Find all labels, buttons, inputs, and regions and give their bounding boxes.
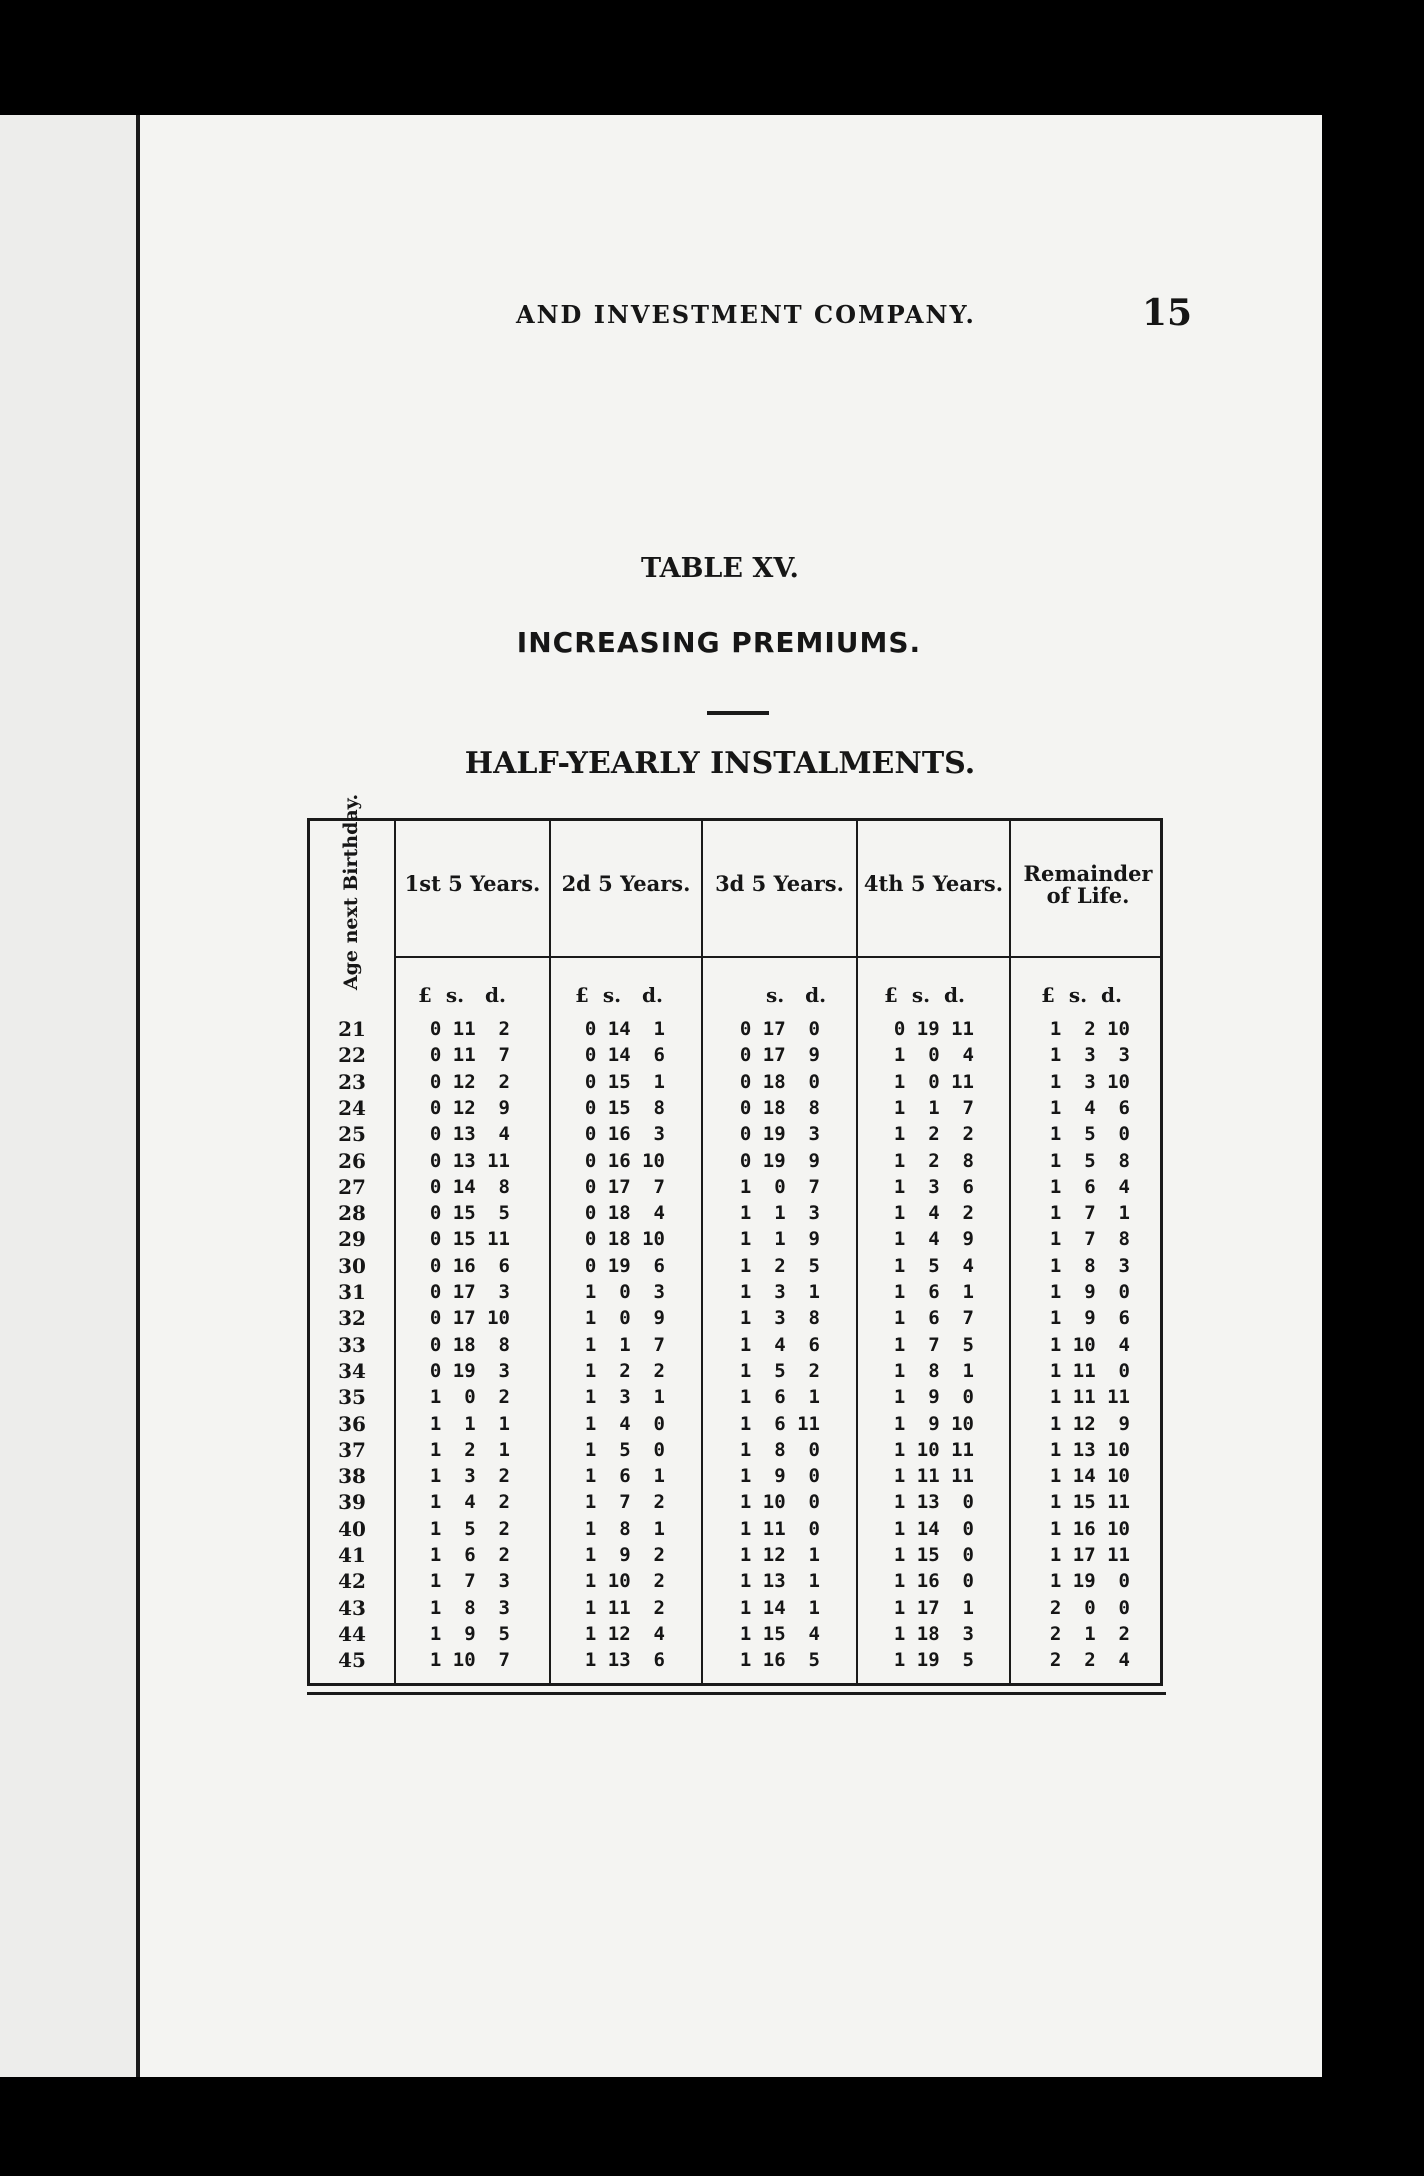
age-column-header xyxy=(316,793,386,991)
age-cell: 38 xyxy=(338,1464,366,1489)
facing-page-edge xyxy=(0,115,136,2077)
premium-cell: 0 19 3 xyxy=(429,1359,510,1382)
page-fold xyxy=(136,115,140,2077)
units-2d-5-years: £ s. d. xyxy=(575,983,663,1007)
table-row xyxy=(310,1648,1160,1673)
premium-cell: 2 2 4 xyxy=(1049,1649,1130,1672)
age-cell: 41 xyxy=(338,1543,366,1567)
age-cell: 45 xyxy=(338,1648,366,1673)
premium-cell: 1 9 10 xyxy=(893,1412,974,1435)
premium-cell: 0 14 8 xyxy=(429,1175,510,1198)
premium-cell: 1 17 11 xyxy=(1049,1544,1130,1566)
age-column-header-label: Age next Birthday. xyxy=(340,793,362,991)
premium-cell: 1 5 4 xyxy=(893,1254,974,1277)
premium-cell: 0 16 10 xyxy=(584,1149,665,1172)
premium-cell: 1 18 3 xyxy=(893,1622,974,1645)
age-cell: 27 xyxy=(338,1174,366,1199)
premium-cell: 1 9 0 xyxy=(893,1386,974,1409)
age-cell: 23 xyxy=(338,1069,366,1094)
premium-cell: 1 6 7 xyxy=(893,1307,974,1330)
premium-cell: 1 15 0 xyxy=(893,1544,974,1566)
premium-cell: 1 5 0 xyxy=(1049,1123,1130,1146)
premium-cell: 1 6 4 xyxy=(1049,1175,1130,1198)
premium-cell: 1 0 4 xyxy=(893,1044,974,1067)
premium-cell: 1 5 0 xyxy=(584,1438,665,1461)
premium-cell: 1 13 6 xyxy=(584,1649,665,1672)
table-row xyxy=(310,1149,1160,1174)
age-cell: 33 xyxy=(338,1332,366,1357)
premium-cell: 1 3 2 xyxy=(429,1465,510,1488)
table-row xyxy=(310,1385,1160,1410)
premium-cell: 1 9 5 xyxy=(429,1622,510,1645)
premium-table xyxy=(307,793,1163,1686)
premium-cell: 1 15 11 xyxy=(1049,1491,1130,1514)
premium-cell: 1 6 1 xyxy=(584,1465,665,1488)
premium-cell: 1 7 1 xyxy=(1049,1202,1130,1225)
premium-cell: 1 11 11 xyxy=(1049,1386,1130,1409)
age-cell: 36 xyxy=(338,1411,366,1436)
age-cell: 40 xyxy=(338,1516,366,1541)
premium-cell: 0 18 10 xyxy=(584,1228,665,1251)
premium-cell: 0 15 11 xyxy=(429,1228,510,1251)
table-row xyxy=(310,1227,1160,1252)
premium-cell: 0 11 7 xyxy=(429,1044,510,1067)
table-row xyxy=(310,1359,1160,1384)
premium-cell: 0 14 1 xyxy=(584,1018,665,1040)
premium-cell: 1 8 3 xyxy=(429,1596,510,1619)
premium-cell: 1 7 5 xyxy=(893,1333,974,1356)
premium-cell: 0 17 9 xyxy=(739,1044,820,1067)
premium-cell: 1 13 10 xyxy=(1049,1438,1130,1461)
premium-cell: 1 11 11 xyxy=(893,1465,974,1488)
premium-cell: 1 12 4 xyxy=(584,1622,665,1645)
premium-cell: 0 15 8 xyxy=(584,1096,665,1119)
table-row xyxy=(310,1043,1160,1068)
premium-cell: 0 19 11 xyxy=(893,1018,974,1040)
premium-cell: 1 1 7 xyxy=(584,1333,665,1356)
table-label: TABLE XV. xyxy=(641,553,799,584)
premium-cell: 1 9 0 xyxy=(739,1465,820,1488)
premium-cell: 1 0 3 xyxy=(584,1281,665,1303)
premium-cell: 0 16 6 xyxy=(429,1254,510,1277)
premium-cell: 1 16 10 xyxy=(1049,1517,1130,1540)
premium-cell: 1 2 8 xyxy=(893,1149,974,1172)
age-cell: 31 xyxy=(338,1280,366,1304)
table-row xyxy=(310,1175,1160,1200)
premium-cell: 1 0 7 xyxy=(739,1175,820,1198)
premium-cell: 1 7 3 xyxy=(429,1570,510,1593)
premium-cell: 0 13 11 xyxy=(429,1149,510,1172)
premium-cell: 1 3 1 xyxy=(739,1281,820,1303)
age-cell: 44 xyxy=(338,1621,366,1646)
premium-cell: 1 3 1 xyxy=(584,1386,665,1409)
premium-cell: 0 19 3 xyxy=(739,1123,820,1146)
age-cell: 32 xyxy=(338,1306,366,1331)
table-row xyxy=(310,1201,1160,1226)
premium-cell: 1 4 2 xyxy=(429,1491,510,1514)
age-cell: 29 xyxy=(338,1227,366,1252)
running-title: AND INVESTMENT COMPANY. xyxy=(516,300,976,329)
table-row xyxy=(310,1464,1160,1489)
column-header-4th-5-years: 4th 5 Years. xyxy=(863,871,1004,896)
age-cell: 43 xyxy=(338,1595,366,1620)
premium-cell: 1 4 6 xyxy=(1049,1096,1130,1119)
premium-cell: 0 15 5 xyxy=(429,1202,510,1225)
premium-cell: 1 2 2 xyxy=(584,1359,665,1382)
premium-cell: 0 19 9 xyxy=(739,1149,820,1172)
premium-cell: 1 10 4 xyxy=(1049,1333,1130,1356)
premium-cell: 0 14 6 xyxy=(584,1044,665,1067)
premium-cell: 0 18 8 xyxy=(739,1096,820,1119)
units-4th-5-years: £ s. d. xyxy=(884,983,965,1007)
premium-cell: 1 7 2 xyxy=(584,1491,665,1514)
premium-cell: 0 19 6 xyxy=(584,1254,665,1277)
premium-cell: 1 16 5 xyxy=(739,1649,820,1672)
table-row xyxy=(310,1070,1160,1095)
units-1st-5-years: £ s. d. xyxy=(418,983,506,1007)
premium-cell: 1 14 10 xyxy=(1049,1465,1130,1488)
table-row xyxy=(310,1306,1160,1331)
premium-cell: 0 12 2 xyxy=(429,1070,510,1093)
premium-cell: 1 3 8 xyxy=(739,1307,820,1330)
table-row xyxy=(310,1333,1160,1358)
premium-cell: 1 14 0 xyxy=(893,1517,974,1540)
premium-cell: 1 9 2 xyxy=(584,1544,665,1566)
table-row xyxy=(310,1517,1160,1542)
premium-cell: 1 5 8 xyxy=(1049,1149,1130,1172)
premium-cell: 1 5 2 xyxy=(429,1517,510,1540)
premium-cell: 1 19 5 xyxy=(893,1649,974,1672)
column-header-3d-5-years: 3d 5 Years. xyxy=(715,871,844,896)
premium-cell: 1 6 2 xyxy=(429,1544,510,1566)
premium-cell: 1 8 0 xyxy=(739,1438,820,1461)
premium-cell: 1 13 1 xyxy=(739,1570,820,1593)
age-cell: 34 xyxy=(338,1358,366,1383)
premium-cell: 1 1 3 xyxy=(739,1202,820,1225)
page-number: 15 xyxy=(1142,292,1193,334)
premium-cell: 1 19 0 xyxy=(1049,1570,1130,1593)
header-rule xyxy=(394,956,1160,958)
table-row xyxy=(310,1254,1160,1279)
units-3d-5-years: s. d. xyxy=(766,983,827,1007)
premium-cell: 1 6 11 xyxy=(739,1412,820,1435)
age-cell: 21 xyxy=(338,1017,366,1041)
premium-cell: 1 8 1 xyxy=(584,1517,665,1540)
premium-cell: 1 4 6 xyxy=(739,1333,820,1356)
premium-cell: 1 3 6 xyxy=(893,1175,974,1198)
table-row xyxy=(310,1122,1160,1147)
premium-cell: 0 17 0 xyxy=(739,1018,820,1040)
table-row xyxy=(310,1569,1160,1594)
premium-cell: 1 11 0 xyxy=(1049,1359,1130,1382)
premium-cell: 1 12 1 xyxy=(739,1544,820,1566)
premium-cell: 1 10 0 xyxy=(739,1491,820,1514)
premium-cell: 1 9 0 xyxy=(1049,1281,1130,1303)
age-cell: 35 xyxy=(338,1385,366,1410)
premium-cell: 0 18 4 xyxy=(584,1202,665,1225)
premium-cell: 1 1 9 xyxy=(739,1228,820,1251)
premium-cell: 1 11 0 xyxy=(739,1517,820,1540)
premium-cell: 2 0 0 xyxy=(1049,1596,1130,1619)
table-row xyxy=(310,1543,1160,1568)
premium-cell: 1 0 11 xyxy=(893,1070,974,1093)
table-subtitle: INCREASING PREMIUMS. xyxy=(516,626,922,659)
premium-cell: 0 16 3 xyxy=(584,1123,665,1146)
premium-cell: 0 15 1 xyxy=(584,1070,665,1093)
premium-cell: 0 11 2 xyxy=(429,1018,510,1040)
premium-cell: 1 4 0 xyxy=(584,1412,665,1435)
age-cell: 37 xyxy=(338,1437,366,1462)
age-cell: 26 xyxy=(338,1148,366,1173)
premium-cell: 1 7 8 xyxy=(1049,1228,1130,1251)
column-header-remainder-of-life: Remainder of Life. xyxy=(1023,861,1153,908)
premium-cell: 1 17 1 xyxy=(893,1596,974,1619)
premium-cell: 1 4 9 xyxy=(893,1228,974,1251)
premium-cell: 1 10 11 xyxy=(893,1438,974,1461)
premium-cell: 1 12 9 xyxy=(1049,1412,1130,1435)
age-cell: 39 xyxy=(338,1490,366,1515)
premium-cell: 0 13 4 xyxy=(429,1123,510,1146)
premium-cell: 1 10 7 xyxy=(429,1649,510,1672)
premium-cell: 1 6 1 xyxy=(739,1386,820,1409)
table-row xyxy=(310,1438,1160,1463)
premium-cell: 0 12 9 xyxy=(429,1096,510,1119)
age-cell: 30 xyxy=(338,1253,366,1278)
age-cell: 42 xyxy=(338,1569,366,1594)
premium-cell: 0 17 3 xyxy=(429,1281,510,1303)
premium-cell: 1 10 2 xyxy=(584,1570,665,1593)
premium-cell: 1 1 7 xyxy=(893,1096,974,1119)
premium-cell: 1 2 5 xyxy=(739,1254,820,1277)
premium-cell: 1 8 1 xyxy=(893,1359,974,1382)
premium-cell: 0 17 10 xyxy=(429,1307,510,1330)
section-title: HALF-YEARLY INSTALMENTS. xyxy=(464,746,976,781)
column-header-2d-5-years: 2d 5 Years. xyxy=(561,871,691,896)
premium-cell: 1 11 2 xyxy=(584,1596,665,1619)
premium-cell: 1 2 10 xyxy=(1049,1018,1130,1040)
premium-cell: 0 18 0 xyxy=(739,1070,820,1093)
units-remainder-of-life: £ s. d. xyxy=(1041,983,1122,1007)
premium-cell: 1 0 2 xyxy=(429,1386,510,1409)
premium-cell: 1 6 1 xyxy=(893,1281,974,1303)
premium-cell: 1 14 1 xyxy=(739,1596,820,1619)
age-cell: 24 xyxy=(338,1095,366,1120)
table-row xyxy=(310,1596,1160,1621)
premium-cell: 1 2 1 xyxy=(429,1438,510,1461)
premium-cell: 1 9 6 xyxy=(1049,1307,1130,1330)
premium-cell: 1 3 3 xyxy=(1049,1044,1130,1067)
premium-cell: 1 2 2 xyxy=(893,1123,974,1146)
premium-cell: 1 15 4 xyxy=(739,1622,820,1645)
premium-cell: 1 13 0 xyxy=(893,1491,974,1514)
premium-cell: 1 16 0 xyxy=(893,1570,974,1593)
premium-cell: 1 1 1 xyxy=(429,1412,510,1435)
premium-cell: 0 17 7 xyxy=(584,1175,665,1198)
premium-cell: 1 0 9 xyxy=(584,1307,665,1330)
premium-cell: 1 3 10 xyxy=(1049,1070,1130,1093)
age-cell: 28 xyxy=(338,1201,366,1226)
premium-cell: 1 5 2 xyxy=(739,1359,820,1382)
table-row xyxy=(310,1280,1160,1305)
premium-cell: 2 1 2 xyxy=(1049,1622,1130,1645)
age-cell: 22 xyxy=(338,1043,366,1068)
column-header-1st-5-years: 1st 5 Years. xyxy=(404,871,541,896)
table-row xyxy=(310,1096,1160,1121)
age-cell: 25 xyxy=(338,1122,366,1147)
premium-cell: 0 18 8 xyxy=(429,1333,510,1356)
table-row xyxy=(310,1490,1160,1515)
table-row xyxy=(310,1017,1160,1042)
table-row xyxy=(310,1622,1160,1647)
premium-cell: 1 8 3 xyxy=(1049,1254,1130,1277)
table-row xyxy=(310,1412,1160,1437)
title-rule xyxy=(707,711,769,715)
premium-cell: 1 4 2 xyxy=(893,1202,974,1225)
